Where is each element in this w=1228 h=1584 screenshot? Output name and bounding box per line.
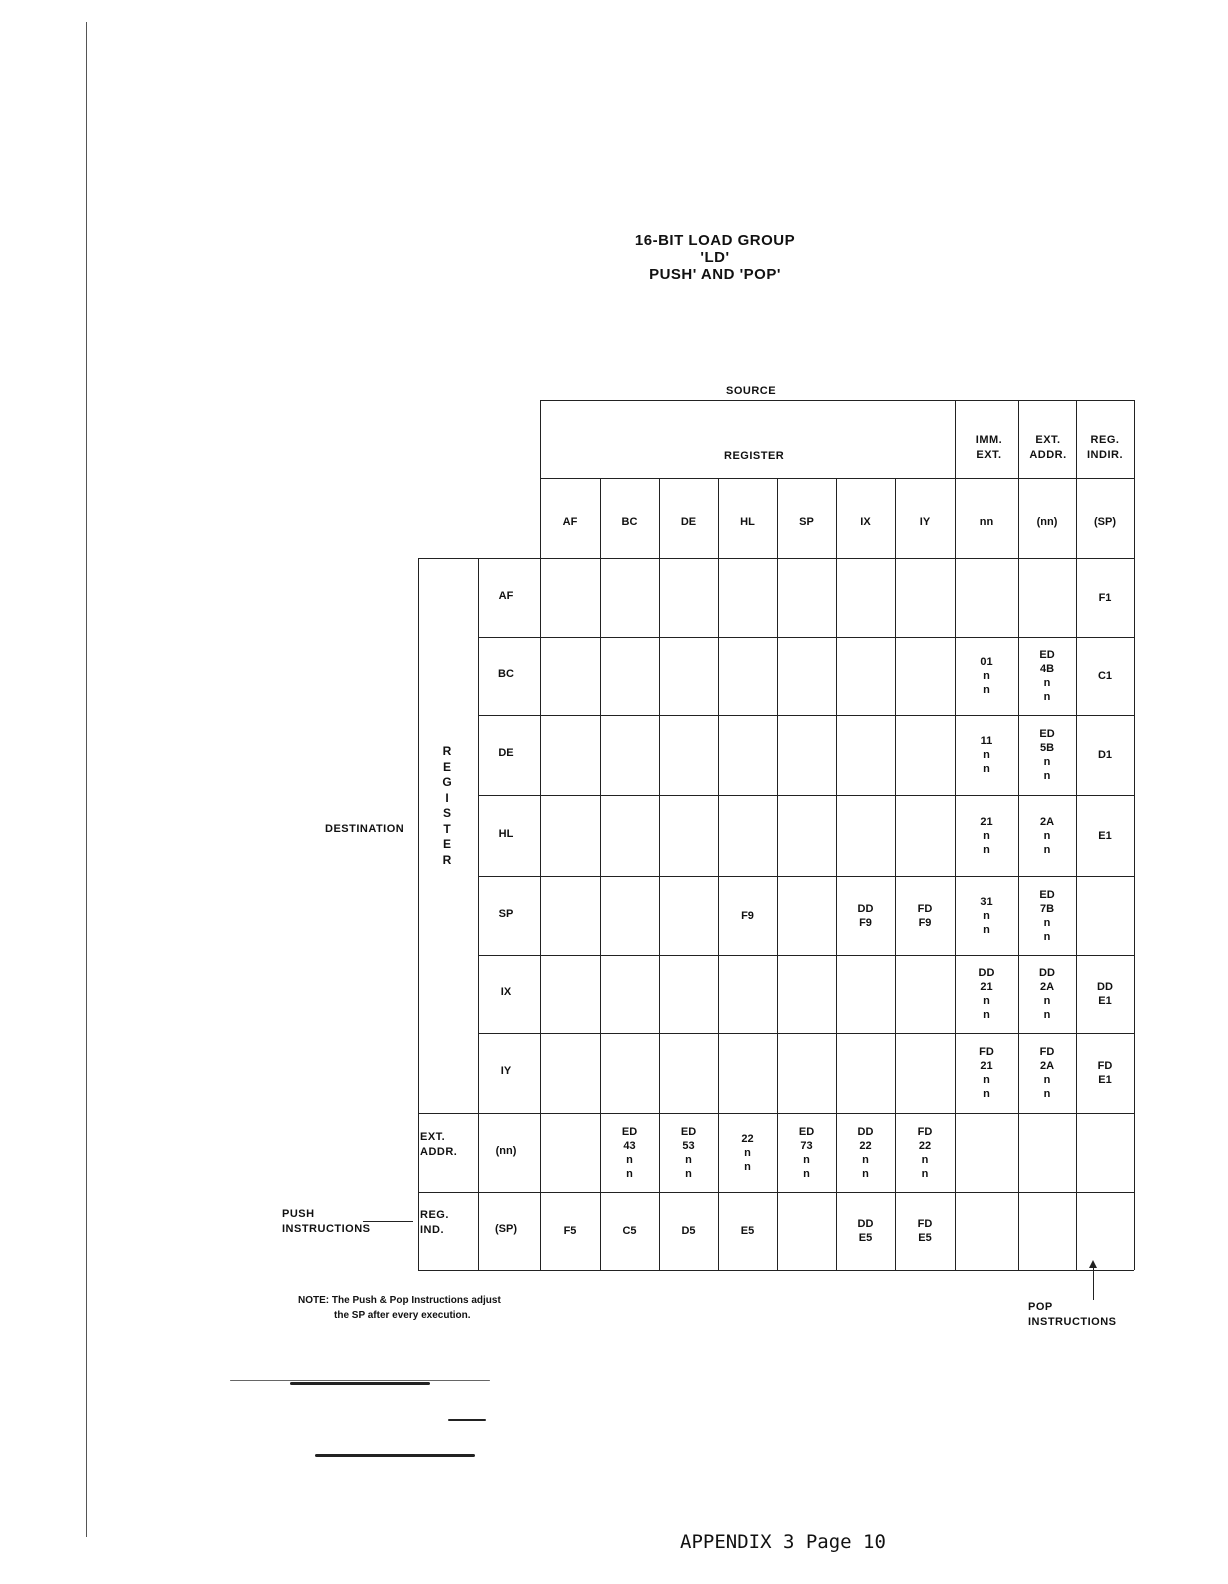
scan-smudge (315, 1454, 475, 1457)
row-header: IY (500, 1065, 512, 1077)
opcode-cell: E1 (1098, 829, 1112, 842)
row-header: AF (498, 589, 514, 602)
opcode-cell: ED 43 n n (621, 1125, 638, 1180)
grid-line (478, 637, 1134, 638)
title-line-3: PUSH' AND 'POP' (649, 266, 781, 283)
vertical-letter: R (442, 744, 452, 758)
page-title (590, 232, 840, 283)
register-vertical-label (438, 744, 456, 868)
column-header: IY (919, 516, 931, 528)
pop-instructions-label (1028, 1300, 1117, 1330)
title-line-1: 16-BIT LOAD GROUP (634, 232, 796, 249)
opcode-cell: ED 73 n n (798, 1125, 815, 1180)
vertical-letter: S (442, 806, 451, 820)
imm-ext-line-2: EXT. (976, 449, 1002, 461)
opcode-cell: 31 n n (980, 895, 993, 936)
opcode-cell: DD E1 (1097, 981, 1113, 1007)
grid-line (418, 558, 419, 1270)
opcode-cell: 22 n n (741, 1132, 754, 1173)
ext-addr-row-line-1: EXT. (420, 1131, 446, 1143)
opcode-cell: D1 (1097, 749, 1113, 761)
grid-line (478, 1033, 1134, 1034)
vertical-letter: R (442, 852, 452, 867)
column-header: HL (740, 516, 755, 528)
scan-smudge (230, 1380, 490, 1381)
opcode-cell: F5 (563, 1225, 577, 1237)
opcode-cell: FD 21 n n (979, 1046, 994, 1100)
push-line-1: PUSH (282, 1208, 315, 1220)
opcode-cell: 21 n n (980, 815, 993, 856)
opcode-cell: ED 4B n n (1039, 649, 1055, 703)
pop-line-1: POP (1028, 1301, 1053, 1313)
column-header: AF (562, 516, 578, 528)
grid-line (478, 876, 1134, 877)
register-source-label: REGISTER (724, 450, 785, 462)
ext-addr-line-2: ADDR. (1029, 449, 1067, 461)
row-header: (SP) (495, 1223, 517, 1235)
grid-line (418, 1270, 1134, 1271)
column-header: (SP) (1094, 516, 1116, 528)
destination-label: DESTINATION (325, 823, 405, 835)
vertical-letter: I (445, 790, 449, 805)
row-header: IX (500, 986, 512, 998)
opcode-cell: 01 n n (980, 656, 993, 696)
ext-addr-header (1020, 433, 1076, 463)
opcode-cell: DD 21 n n (978, 967, 995, 1021)
opcode-cell: ED 5B n n (1039, 728, 1055, 782)
opcode-cell: 11 n n (980, 735, 993, 775)
note (298, 1293, 501, 1323)
opcode-cell: F9 (741, 909, 754, 922)
opcode-cell: ED 7B n n (1039, 888, 1055, 943)
grid-line (1076, 558, 1077, 1270)
push-arrow-line (363, 1221, 413, 1222)
reg-ind-row-label (420, 1208, 449, 1238)
row-header: BC (498, 668, 514, 680)
opcode-cell: FD 22 n n (917, 1125, 933, 1180)
opcode-cell: DD 22 n n (857, 1125, 874, 1180)
vertical-letter: T (443, 821, 451, 836)
imm-ext-line-1: IMM. (975, 434, 1003, 446)
note-line-2: the SP after every execution. (334, 1310, 471, 1321)
push-line-2: INSTRUCTIONS (282, 1223, 371, 1235)
reg-ind-row-line-2: IND. (420, 1224, 444, 1236)
opcode-cell: D5 (681, 1225, 696, 1237)
opcode-cell: FD F9 (917, 902, 933, 929)
opcode-cell: ED 53 n n (680, 1125, 697, 1180)
opcode-cell: E5 (740, 1225, 755, 1237)
grid-line (418, 1113, 1134, 1114)
vertical-letter: E (442, 837, 451, 851)
grid-line (540, 400, 541, 1270)
row-header: HL (498, 827, 514, 840)
page-footer: APPENDIX 3 Page 10 (680, 1531, 886, 1553)
opcode-cell: FD E5 (917, 1218, 933, 1244)
grid-line (1018, 400, 1019, 558)
ext-addr-row-label (420, 1130, 457, 1160)
grid-line (1076, 400, 1077, 558)
reg-ind-row-line-1: REG. (420, 1209, 449, 1221)
grid-line (955, 400, 956, 558)
grid-line (418, 558, 1134, 559)
vertical-letter: G (442, 775, 452, 789)
scan-smudge (448, 1419, 486, 1421)
opcode-cell: FD E1 (1097, 1060, 1113, 1086)
reg-indir-header (1076, 433, 1134, 463)
row-header: SP (498, 907, 514, 920)
opcode-cell: 2A n n (1039, 815, 1055, 856)
grid-line (1134, 400, 1135, 1270)
grid-line (478, 955, 1134, 956)
opcode-cell: DD F9 (857, 902, 874, 929)
push-instructions-label (282, 1207, 371, 1237)
reg-indir-line-2: INDIR. (1087, 449, 1123, 461)
source-label: SOURCE (726, 385, 777, 397)
pop-line-2: INSTRUCTIONS (1028, 1316, 1117, 1328)
grid-line (418, 1192, 1134, 1193)
page-margin-line (86, 22, 87, 1537)
grid-line (540, 478, 1134, 479)
row-header: (nn) (495, 1144, 517, 1157)
ext-addr-row-line-2: ADDR. (420, 1146, 458, 1158)
opcode-cell: C1 (1097, 670, 1113, 682)
column-header: SP (799, 516, 814, 528)
grid-line (478, 795, 1134, 796)
opcode-cell: C5 (622, 1225, 637, 1237)
reg-indir-line-1: REG. (1090, 434, 1120, 446)
ext-addr-line-1: EXT. (1035, 434, 1061, 446)
opcode-cell: DD 2A n n (1039, 967, 1055, 1021)
column-header: IX (860, 516, 871, 528)
scan-smudge (290, 1382, 430, 1385)
column-header: nn (979, 516, 994, 528)
note-line-1: NOTE: The Push & Pop Instructions adjust (298, 1295, 501, 1306)
opcode-cell: F1 (1098, 591, 1112, 604)
grid-line (478, 715, 1134, 716)
vertical-letter: E (442, 759, 451, 774)
grid-line (540, 400, 1134, 401)
row-header: DE (498, 747, 514, 759)
pop-arrow-icon (1093, 1266, 1094, 1300)
title-line-2: 'LD' (700, 249, 730, 266)
column-header: DE (680, 516, 697, 528)
column-header: (nn) (1036, 516, 1058, 528)
column-header: BC (621, 516, 638, 528)
imm-ext-header (961, 433, 1017, 463)
opcode-cell: FD 2A n n (1039, 1046, 1055, 1100)
opcode-cell: DD E5 (857, 1218, 874, 1244)
